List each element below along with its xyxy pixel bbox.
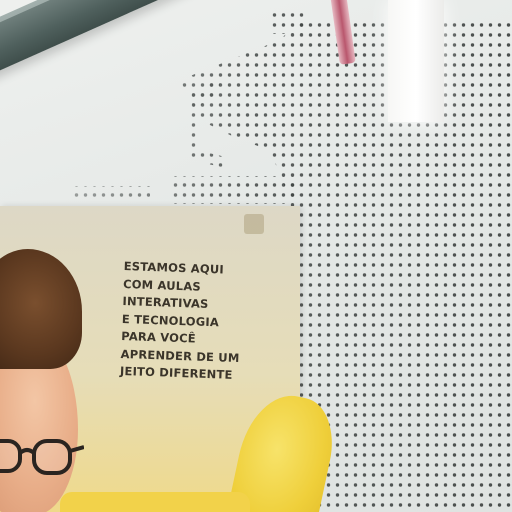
poster-line: COM AULAS — [122, 276, 202, 294]
poster-tape — [244, 214, 264, 234]
poster-line: ESTAMOS AQUI — [123, 258, 225, 277]
poster-line: INTERATIVAS — [122, 293, 209, 311]
poster-line: JEITO DIFERENTE — [119, 363, 233, 382]
ceiling-light-panel — [388, 0, 444, 122]
poster-line: PARA VOCÊ — [121, 328, 197, 346]
poster-person — [0, 255, 100, 512]
poster-slogan — [120, 258, 274, 386]
person-hair — [0, 249, 82, 369]
eyeglasses-icon — [0, 433, 84, 483]
poster-line: APRENDER DE UM — [120, 346, 240, 365]
poster-line: E TECNOLOGIA — [121, 311, 220, 329]
